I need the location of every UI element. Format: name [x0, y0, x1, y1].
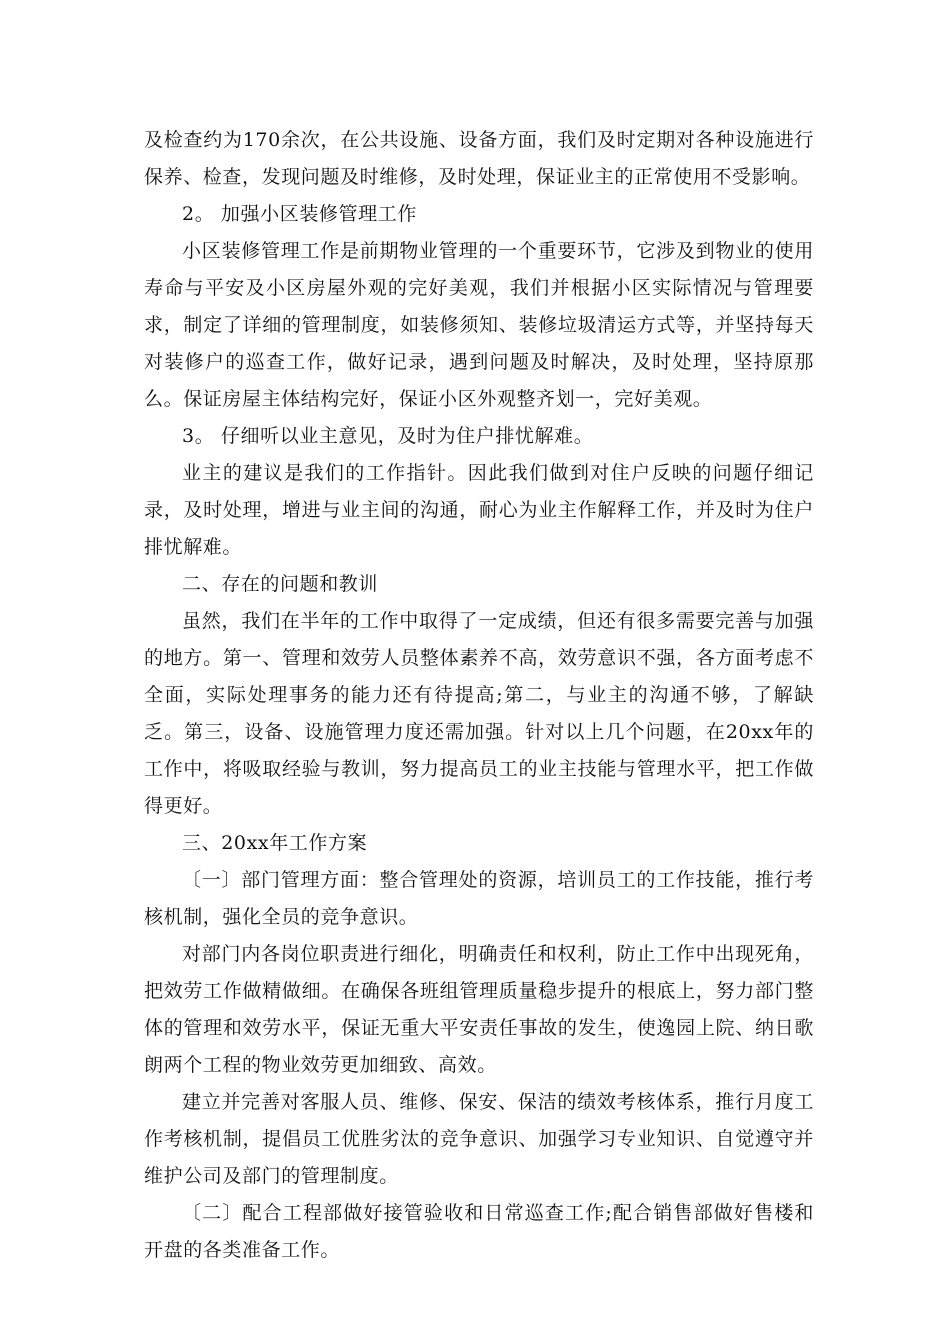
paragraph-owner-opinions: 业主的建议是我们的工作指针。因此我们做到对住户反映的问题仔细记录，及时处理，增进与业主间的沟通，耐心为业主作解释工作，并及时为住户排忧解难。: [144, 462, 814, 558]
document-body: [144, 122, 814, 1269]
heading-work-plan: 三、20xx年工作方案: [182, 832, 368, 854]
heading-problems-lessons: 二、存在的问题和教训: [182, 573, 379, 595]
heading-renovation-management: 2。 加强小区装修管理工作: [182, 203, 417, 225]
paragraph-problems-lessons: 虽然，我们在半年的工作中取得了一定成绩，但还有很多需要完善与加强的地方。第一、管理和效劳人员整体素养不高，效劳意识不强，各方面考虑不全面，实际处理事务的能力还有待提高;第二，与业主的沟通不够，了解缺乏。第三，设备、设施管理力度还需加强。针对以上几个问题，在20xx年的工作中，将吸取经验与教训，努力提高员工的业主技能与管理水平，把工作做得更好。: [144, 610, 814, 817]
paragraph-department-management: 〔一〕部门管理方面：整合管理处的资源，培训员工的工作技能，推行考核机制，强化全员的竞争意识。: [144, 869, 814, 928]
paragraph-facility-inspection: 及检查约为170余次，在公共设施、设备方面，我们及时定期对各种设施进行保养、检查，发现问题及时维修，及时处理，保证业主的正常使用不受影响。: [144, 129, 814, 188]
paragraph-renovation-management: 小区装修管理工作是前期物业管理的一个重要环节，它涉及到物业的使用寿命与平安及小区房屋外观的完好美观，我们并根据小区实际情况与管理要求，制定了详细的管理制度，如装修须知、装修垃圾清运方式等，并坚持每天对装修户的巡查工作，做好记录，遇到问题及时解决，及时处理，坚持原那么。保证房屋主体结构完好，保证小区外观整齐划一，完好美观。: [144, 240, 814, 410]
paragraph-performance-appraisal: 建立并完善对客服人员、维修、保安、保洁的绩效考核体系，推行月度工作考核机制，提倡员工优胜劣汰的竞争意识、加强学习专业知识、自觉遵守并维护公司及部门的管理制度。: [144, 1091, 814, 1187]
paragraph-engineering-cooperation: 〔二〕配合工程部做好接管验收和日常巡查工作;配合销售部做好售楼和开盘的各类准备工作。: [144, 1202, 814, 1261]
heading-owner-opinions: 3。 仔细听以业主意见，及时为住户排忧解难。: [182, 425, 594, 447]
paragraph-responsibility-refinement: 对部门内各岗位职责进行细化，明确责任和权利，防止工作中出现死角，把效劳工作做精做细。在确保各班组管理质量稳步提升的根底上，努力部门整体的管理和效劳水平，保证无重大平安责任事故的发生，使逸园上院、纳日歌朗两个工程的物业效劳更加细致、高效。: [144, 943, 814, 1076]
